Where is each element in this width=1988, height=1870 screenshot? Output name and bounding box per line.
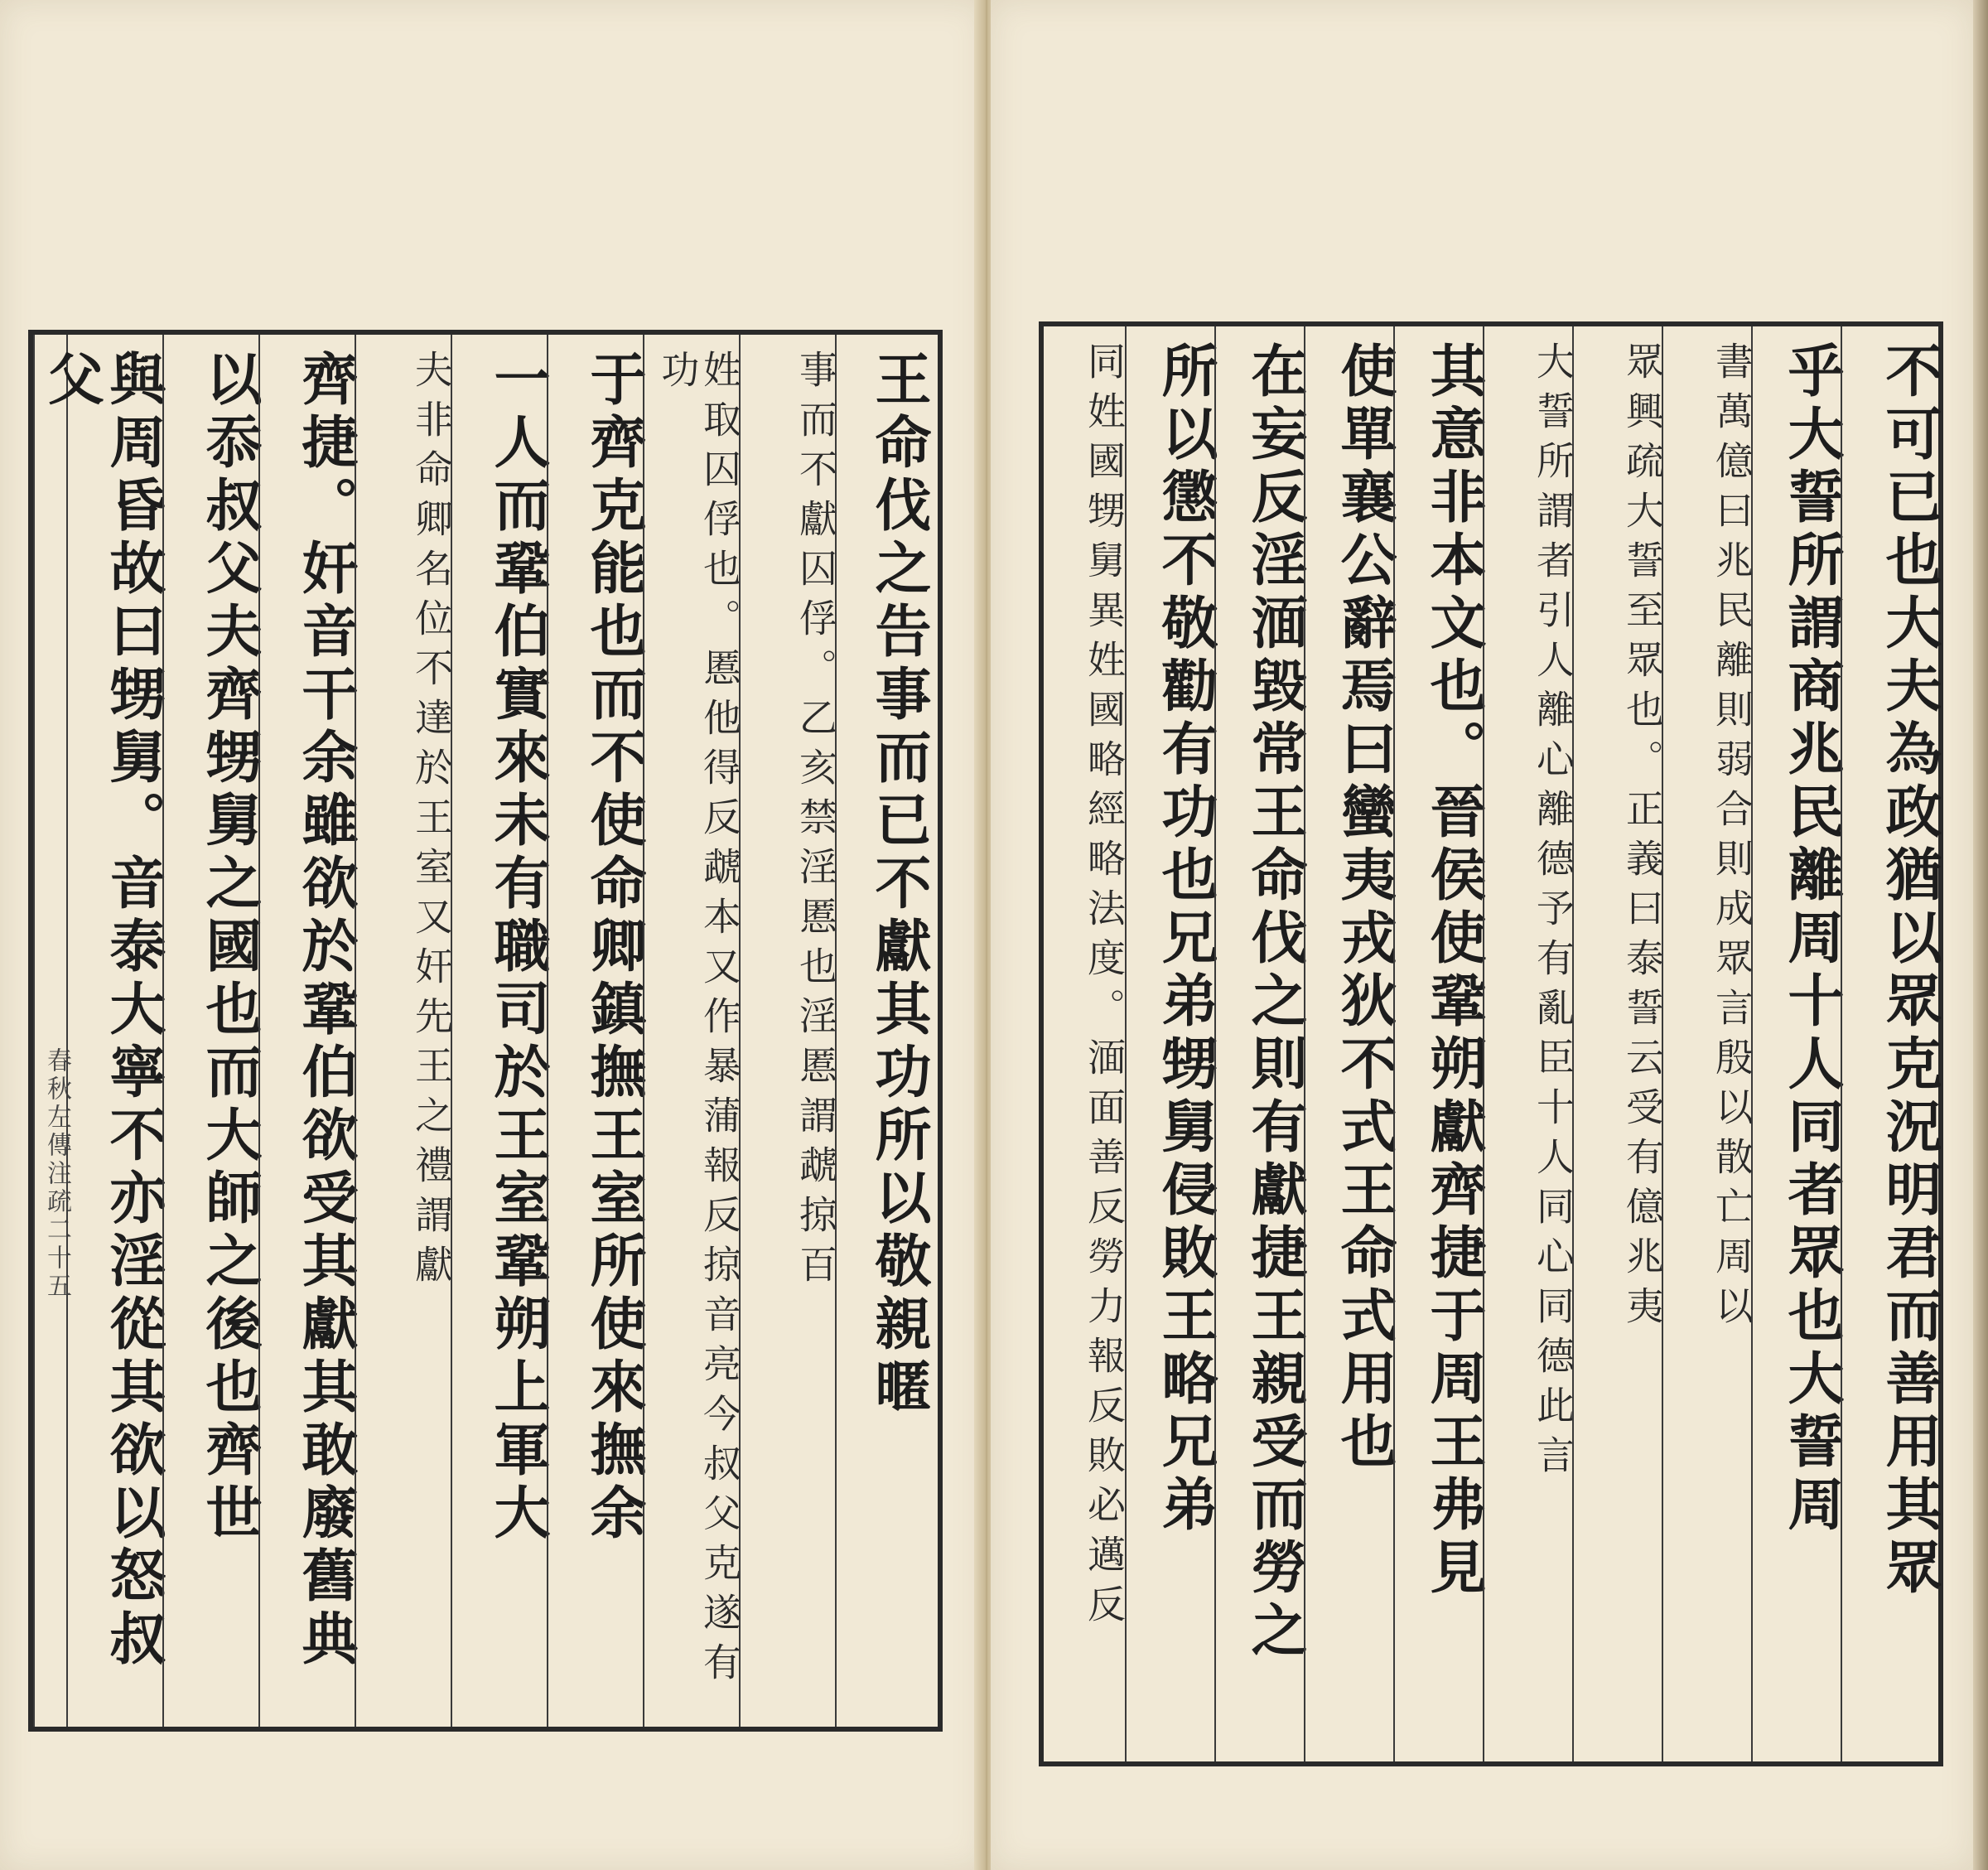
text-column bbox=[1572, 326, 1663, 1761]
text-column bbox=[1841, 326, 1940, 1761]
column-text: 所以懲不敬勸有功也兄弟甥舅侵敗王略兄弟 bbox=[1152, 341, 1218, 1538]
column-text: 齊捷。奸音干余雖欲於鞏伯欲受其獻其敢廢舊典 bbox=[292, 350, 359, 1672]
text-column bbox=[1125, 326, 1216, 1761]
column-text: 大誓所謂者引人離心離德予有亂臣十人同心同德此言 bbox=[1531, 341, 1575, 1485]
text-column bbox=[162, 335, 263, 1727]
text-column bbox=[258, 335, 359, 1727]
left-page-frame bbox=[28, 330, 943, 1732]
text-column bbox=[1304, 326, 1395, 1761]
column-text: 與周昏故曰甥舅。音泰大寧不亦淫從其欲以怒叔父 bbox=[38, 350, 166, 1672]
text-column bbox=[1393, 326, 1487, 1761]
column-text: 其意非本文也。晉侯使鞏朔獻齊捷于周王弗見 bbox=[1421, 341, 1487, 1601]
text-column bbox=[1751, 326, 1845, 1761]
left-banxin bbox=[33, 335, 71, 1727]
text-column bbox=[643, 335, 741, 1727]
page-edge bbox=[1973, 0, 1988, 1870]
text-column bbox=[1044, 326, 1125, 1761]
column-text: 書萬億曰兆民離則弱合則成眾言殷以散亡周以 bbox=[1710, 341, 1754, 1336]
left-page bbox=[0, 0, 984, 1870]
text-column bbox=[451, 335, 551, 1727]
column-text: 于齊克能也而不使命卿鎮撫王室所使來撫余 bbox=[581, 350, 647, 1546]
text-column bbox=[1214, 326, 1308, 1761]
column-text: 王命伐之告事而已不獻其功所以敬親暱 bbox=[866, 350, 932, 1420]
right-page-frame bbox=[1039, 321, 1943, 1766]
column-text: 不可已也大夫為政猶以眾克況明君而善用其眾 bbox=[1876, 341, 1942, 1601]
right-page bbox=[991, 0, 1973, 1870]
column-text: 一人而鞏伯實來未有職司於王室鞏朔上軍大 bbox=[485, 350, 551, 1546]
column-text: 事而不獻囚俘。乙亥禁淫慝也淫慝謂虣掠百 bbox=[794, 350, 838, 1294]
text-column bbox=[547, 335, 647, 1727]
column-text: 夫非命卿名位不達於王室又奸先王之禮謂獻 bbox=[409, 350, 454, 1294]
text-column bbox=[1483, 326, 1574, 1761]
text-column bbox=[739, 335, 837, 1727]
column-text: 眾興疏大誓至眾也。正義曰泰誓云受有億兆夷 bbox=[1620, 341, 1665, 1336]
column-text: 以忝叔父夫齊甥舅之國也而大師之後也齊世 bbox=[196, 350, 263, 1546]
column-text: 在妄反淫湎毀常王命伐之則有獻捷王親受而勞之 bbox=[1242, 341, 1308, 1664]
column-text: 同姓國甥舅異姓國略經略法度。湎面善反勞力報反敗必邁反 bbox=[1082, 341, 1127, 1634]
text-column bbox=[355, 335, 452, 1727]
text-column bbox=[835, 335, 932, 1727]
column-text: 乎大誓所謂商兆民離周十人同者眾也大誓周 bbox=[1778, 341, 1845, 1538]
column-text: 使單襄公辭焉曰蠻夷戎狄不式王命式用也 bbox=[1331, 341, 1397, 1475]
banxin-label: 春秋左傳注疏二十五 bbox=[42, 1047, 71, 1301]
text-column bbox=[1662, 326, 1753, 1761]
column-text: 姓取囚俘也。慝他得反虣本又作暴蒲報反掠音亮今叔父克遂有功 bbox=[655, 350, 742, 1692]
